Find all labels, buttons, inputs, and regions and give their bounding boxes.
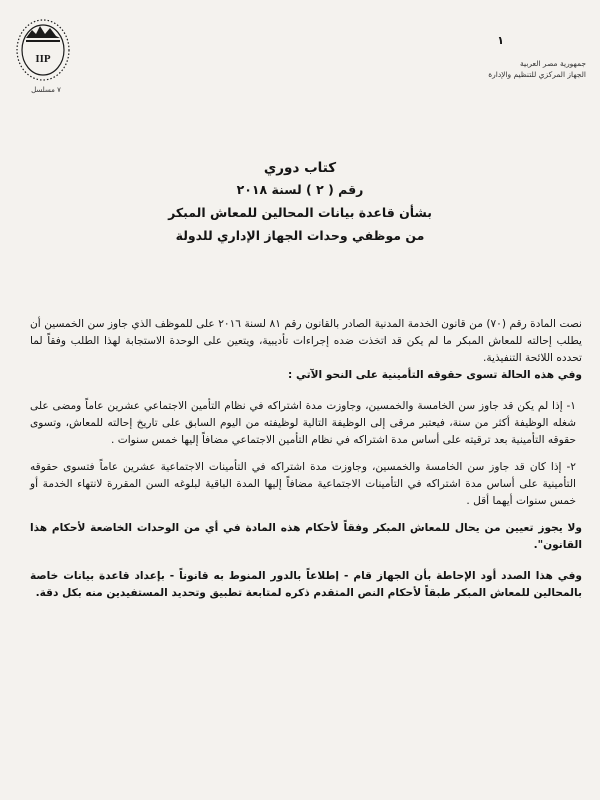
- document-title: كتاب دوري: [263, 160, 337, 176]
- institution-header: [436, 58, 586, 80]
- institution-line-2: الجهاز المركزي للتنظيم والإدارة: [488, 70, 586, 79]
- clause-item-2: ٢- إذا كان قد جاوز سن الخامسة والخمسين، وجاوزت مدة اشتراكه في التأمينات الاجتماعية عشرين عاماً فتسوى حقوقه التأمينية على أساس مدة اشتراكه في التأمينات الاجتماعية مضافاً إليها المدة الباقية لبلوغه السن المقررة لانتهاء الخدمة أو خمس سنوات أيهما أقل .: [30, 461, 576, 507]
- document-subject-line-2: من موظفي وحدات الجهاز الإداري للدولة: [175, 228, 425, 243]
- institution-logo: [12, 12, 74, 86]
- document-body: [30, 316, 582, 612]
- document-number: رقم ( ٢ ) لسنة ٢٠١٨: [236, 182, 364, 197]
- page-number: ١: [497, 34, 504, 47]
- clause-restriction: ولا يجوز تعيين من يحال للمعاش المبكر وفقاً لأحكام هذه المادة في أي من الوحدات الخاضعة لأحكام هذا القانون".: [30, 522, 582, 551]
- document-titles: [100, 160, 500, 243]
- document-subject-line-1: بشأن قاعدة بيانات المحالين للمعاش المبكر: [168, 205, 432, 220]
- institution-line-1: جمهورية مصر العربية: [520, 59, 586, 68]
- intro-paragraph: [30, 316, 582, 367]
- logo-text: IIP: [35, 53, 51, 65]
- logo-caption: ٧ مسلسل: [31, 86, 61, 94]
- intro-text: نصت المادة رقم (٧٠) من قانون الخدمة المدنية الصادر بالقانون رقم ٨١ لسنة ٢٠١٦ على للموظف الذي جاوز سن الخمسين أن يطلب إحالته للمعاش المبكر ما لم يكن قد اتخذت ضده إجراءات تأديبية، ويتعين على الوحدة الاستجابة لهذا الطلب وفقاً لما تحدده اللائحة التنفيذية.: [30, 318, 582, 364]
- clause-item-1: ١- إذا لم يكن قد جاوز سن الخامسة والخمسين، وجاوزت مدة اشتراكه في نظام التأمين الاجتماعي عشرين عاماً ومضى على شغله الوظيفة أكثر من سنة، فيعتبر مرقى إلى الوظيفة التالية لوظيفته من اليوم السابق على تاريخ إحالته للمعاش، وتسوى حقوقه التأمينية بعد ترقيته على أساس مدة اشتراكه في نظام التأمين الاجتماعي مضافاً إليها خمس سنوات .: [30, 400, 576, 446]
- closing-paragraph: وفي هذا الصدد أود الإحاطة بأن الجهاز قام - إطلاعاً بالدور المنوط به قانوناً - بإعداد قاعدة بيانات خاصة بالمحالين للمعاش المبكر طبقاً لأحكام النص المتقدم ذكره لمتابعة تطبيق وتحديد المستفيدين منه بكل دقة.: [30, 570, 582, 599]
- intro-tail: وفي هذه الحالة تسوى حقوقه التأمينية على النحو الآتي :: [288, 369, 582, 381]
